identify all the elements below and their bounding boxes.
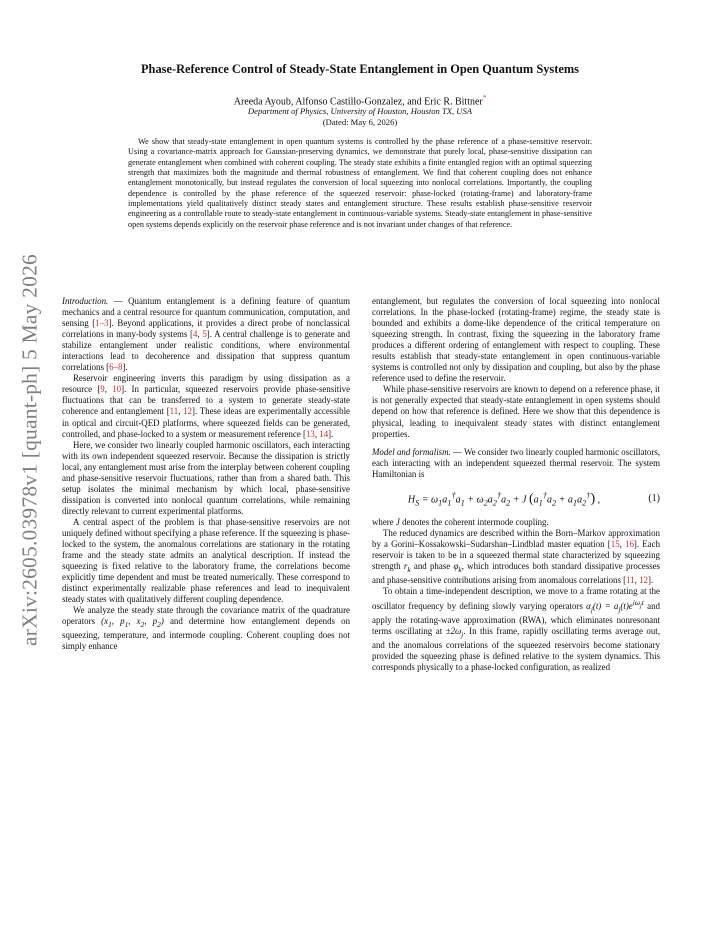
citation-link[interactable]: 9 [100, 384, 105, 395]
equation-body: $H_S = \omega_1a_1^\dagger a_1 + \omega_2a_2^\dagger a_2 + J$ $(a_1^\dagger a_2 + a_1a_2^\dagger)$ , [407, 490, 601, 508]
paragraph-reservoir-engineering: Reservoir engineering inverts this paradigm by using dissipation as a resource [9, 10]. In particular, squeezed reservoirs provide phase-sensitive fluctuations that can be transferred to a system to generate steady-state coherence and entanglement [11, 12]. These ideas are experimentally accessible in optical and circuit-QED platforms, where squeezed fields can be generated, controlled, and phase-locked to a system or measurement reference [13, 14]. [62, 373, 351, 439]
right-column [372, 296, 660, 673]
paragraph-analysis: We analyze the steady state through the covariance matrix of the quadrature operators ($x_1$, $p_1$, $x_2$, $p_2$) and determine how entanglement depends on squeezing, temperature, and intermode coupling. Coherent coupling does not simply enhance [62, 605, 351, 652]
citation-link[interactable]: 1–3 [95, 318, 109, 329]
citation-link[interactable]: 14 [319, 428, 329, 439]
affiliation: Department of Physics, University of Houston, Houston TX, USA [247, 106, 473, 116]
corresponding-author-mark[interactable]: * [482, 94, 487, 102]
paragraph-phase-reference: A central aspect of the problem is that phase-sensitive reservoirs are not uniquely defined without specifying a phase reference. If the squeezing is phase-locked to the system, the anomalous correlations are stationary in the rotating frame and the steady state admits an analytical description. If instead the squeezing is fixed relative to the laboratory frame, the correlations become explicitly time dependent and must be treated numerically. These correspond to distinct experimentally realizable phase references and lead to inequivalent steady states with qualitatively different coupling dependence. [62, 516, 350, 605]
citation-link[interactable]: 16 [625, 539, 634, 550]
citation-link[interactable]: 6–8 [109, 362, 123, 373]
arxiv-identifier: arXiv:2605.03978v1 [quant-ph] 5 May 2026 [17, 254, 42, 646]
paragraph-master-equation: The reduced dynamics are described within the Born–Markov approximation by a Gorini–Kossakowski–Sudarshan–Lindblad master equation [15, 16]. Each reservoir is taken to be in a squeezed thermal state characterized by squeezing strength $r_k$ and phase $\varphi_k$, which introduces both standard dissipative processes and phase-sensitive contributions arising from anomalous correlations [11, 12]. [372, 528, 661, 586]
author-names: Areeda Ayoub, Alfonso Castillo-Gonzalez, and Eric R. Bittner [233, 96, 483, 108]
section-heading-model: Model and formalism. [372, 446, 451, 457]
paper-title: Phase-Reference Control of Steady-State Entanglement in Open Quantum Systems [140, 62, 579, 76]
paragraph-model: Model and formalism. — We consider two linearly coupled harmonic oscillators, each interacting with an independent squeezed thermal reservoir. The system Hamiltonian is [372, 446, 660, 479]
citation-link[interactable]: 12 [183, 406, 192, 417]
section-heading-introduction: Introduction. [62, 296, 109, 306]
citation-link[interactable]: 12 [639, 575, 648, 586]
citation-link[interactable]: 10 [112, 384, 122, 395]
arxiv-stamp [0, 250, 60, 650]
paragraph-intro: Introduction. — Quantum entanglement is a defining feature of quantum mechanics and a central resource for quantum communication, computation, and sensing [1–3]. Beyond applications, it provides a direct probe of nonclassical correlations in many-body systems [4, 5]. A central challenge is to generate and stabilize entanglement under realistic conditions, where environmental interactions lead to decoherence and dissipation that suppress quantum correlations [6–8]. [62, 296, 351, 373]
paragraph-coupling-def: where J denotes the coherent intermode coupling. [372, 517, 549, 528]
equation-number: (1) [648, 493, 660, 505]
abstract: We show that steady-state entanglement in open quantum systems is controlled by the phase reference of a phase-sensitive reservoir. Using a covariance-matrix approach for Gaussian-preserving dynamics, we demonstrate that purely local, phase-sensitive dissipation can generate entanglement when combined with coherent coupling. The steady state exhibits a finite entangled region with an optimal squeezing strength that maximizes both the magnitude and thermal robustness of entanglement. We find that coherent coupling does not enhance entanglement monotonically, but instead regulates the conversion of local squeezing into nonlocal correlations. Importantly, the coupling dependence is controlled by the phase reference of the squeezed reservoir: phase-locked (rotating-frame) and laboratory-frame implementations yield qualitatively distinct steady states and entanglement structure. These results establish phase-sensitive reservoir engineering as a controllable route to steady-state entanglement in continuous-variable systems. Steady-state entanglement in phase-sensitive open systems depends explicitly on the reservoir phase reference and is not invariant under changes of that reference. [128, 137, 592, 229]
citation-link[interactable]: 4 [193, 329, 198, 340]
citation-link[interactable]: 13 [305, 428, 315, 439]
paragraph-rotating-frame: To obtain a time-independent description, we move to a frame rotating at the oscillator frequency by defining slowly varying operators $\alpha_j(t) = a_j(t)e^{i\omega_jt}$ and apply the rotating-wave approximation (RWA), which eliminates nonresonant terms oscillating at $\pm 2\omega_j$. In this frame, rapidly oscillating terms average out, and the anomalous correlations of the squeezed reservoirs become stationary provided the squeezing phase is defined relative to the system dynamics. This corresponds physically to a phase-locked configuration, as realized [372, 586, 660, 672]
math-quadratures: ($x_1$, $p_1$, $x_2$, $p_2$) [101, 616, 164, 630]
left-column [62, 296, 350, 652]
citation-link[interactable]: 11 [169, 406, 179, 417]
equation-hamiltonian [372, 490, 660, 508]
citation-link[interactable]: 15 [610, 539, 620, 550]
paragraph-continuation: entanglement, but regulates the conversion of local squeezing into nonlocal correlations. In the phase-locked (rotating-frame) regime, the steady state is bounded and exhibits a dome-like dependence of the critical temperature on squeezing strength. In contrast, fixing the squeezing in the laboratory frame produces a different ordering of entanglement with respect to coupling. These results establish that steady-state entanglement in open continuous-variable systems is controlled not only by dissipation and coupling, but also by the phase reference used to define the reservoir. [372, 296, 660, 384]
citation-link[interactable]: 11 [626, 575, 635, 586]
paragraph-phase-dependence: While phase-sensitive reservoirs are known to depend on a reference phase, it is not generally expected that steady-state entanglement in open systems should depend on how that reference is defined. Here we show that this dependence is physical, leading to inequivalent steady states with distinct entanglement properties. [372, 384, 660, 439]
citation-link[interactable]: 5 [202, 329, 207, 340]
dated-line: (Dated: May 6, 2026) [322, 117, 398, 127]
paragraph-setup: Here, we consider two linearly coupled harmonic oscillators, each interacting with its own independent squeezed reservoir. Because the dissipation is strictly local, any entanglement must arise from the interplay between coherent coupling and phase-sensitive reservoir fluctuations, rather than from a shared bath. This setup isolates the minimal mechanism by which local, phase-sensitive dissipation is converted into nonlocal quantum correlations, while remaining directly relevant to current experimental platforms. [62, 439, 350, 516]
